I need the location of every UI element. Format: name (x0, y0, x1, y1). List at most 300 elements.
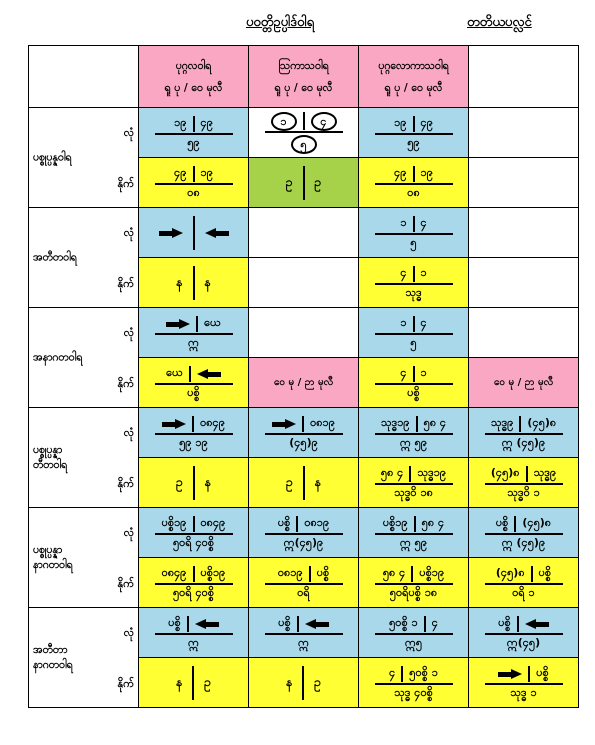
cell-content (139, 115, 248, 151)
lon-label: လုံ (123, 126, 134, 139)
cell-content (359, 165, 468, 201)
split-pair (249, 165, 358, 201)
nok-label: နိုက် (117, 377, 134, 390)
fraction-formula (375, 565, 453, 601)
cell-content (139, 615, 248, 651)
divider-line (196, 316, 198, 332)
fraction-formula (485, 665, 563, 701)
formula-top (498, 665, 548, 683)
lon-label: လုံ (123, 626, 134, 639)
formula-bottom: သုဒ္ဓ ၁ (510, 685, 537, 699)
cell-content (139, 215, 248, 251)
formula-top (278, 515, 329, 533)
fraction-formula (155, 115, 233, 151)
formula-bottom: ဝရိ ၁ (512, 585, 535, 599)
column-header (139, 46, 249, 108)
cell-text: ဝေ မု / ဉာ မုလီ (273, 377, 334, 388)
divider-line (519, 416, 521, 432)
divider-line (413, 216, 415, 232)
fraction-formula (375, 115, 453, 151)
lon-cell (249, 108, 359, 158)
divider-line (528, 666, 530, 682)
formula-top (498, 615, 548, 633)
row-title-line: တီတဝါရ (33, 458, 68, 471)
nok-cell (139, 658, 249, 708)
formula-bottom: ဣ ၅၉ (399, 435, 428, 449)
column-header-line1: ပုဂ္ဂလောကာသဝါရ (378, 59, 449, 72)
fraction-formula (375, 315, 453, 351)
formula-bottom: ဣ(၄၅) (506, 635, 541, 649)
lon-cell (249, 608, 359, 658)
formula-top-left: ၄ (400, 365, 407, 379)
formula-top-right: သုဒ္ဓ၁၉ (417, 465, 447, 479)
divider-line (413, 316, 415, 332)
column-header (469, 46, 579, 108)
cell-text: ဝေ မု / ဉာ မုလီ (493, 377, 554, 388)
divider-line (303, 166, 305, 200)
nok-cell (139, 558, 249, 608)
formula-top-right: ၄၉ (420, 115, 433, 129)
formula-top-right: ၅၈ ၄ (423, 415, 447, 429)
lon-cell (249, 408, 359, 458)
formula-top-left: ဝ၈၁၉ (277, 565, 303, 579)
fraction-bar (265, 131, 343, 133)
formula-top-right: ပစ္စိ (536, 665, 549, 679)
fraction-formula (375, 265, 453, 301)
formula-top (381, 415, 446, 433)
formula-bottom: ဣ(၄၅)၉ (283, 535, 324, 549)
formula-top-left: သုဒ္ဓ၉ (490, 415, 514, 429)
formula-top (400, 365, 426, 383)
divider-line (531, 566, 533, 582)
cell-content (359, 365, 468, 401)
formula-top-right: ဝ၈၄၉ (200, 415, 225, 429)
nok-cell (469, 558, 579, 608)
divider-line (414, 516, 416, 532)
formula-top-left: ယေ (166, 365, 183, 379)
fraction-formula (485, 465, 563, 501)
split-pair (249, 665, 358, 701)
circled-formula (249, 112, 358, 154)
column-header-line1: ပုဂ္ဂလဝါရ (175, 59, 212, 72)
formula-top-right: ၅၀စ္စိ ၁ (409, 665, 438, 679)
formula-top-left: ၄ (389, 665, 396, 679)
row-title-line: အတီတာ (33, 643, 68, 656)
row-label (29, 208, 139, 308)
cell-content (359, 665, 468, 701)
fraction-formula (375, 365, 453, 401)
cell-content (469, 415, 578, 451)
nok-cell (359, 158, 469, 208)
divider-line (193, 116, 195, 132)
lon-label: လုံ (123, 326, 134, 339)
cell-content (469, 375, 578, 390)
nok-cell (139, 258, 249, 308)
cell-content (249, 665, 358, 701)
fraction-formula (375, 465, 453, 501)
cell-content (139, 415, 248, 451)
formula-bottom: သုဒ္ဓ (405, 285, 422, 299)
row-title (33, 643, 73, 673)
formula-top-left: ပစ္စိ (278, 615, 291, 629)
formula-top-left: ၄၉ (394, 165, 407, 179)
row-title-line: နာဂတဝါရ (33, 658, 73, 671)
formula-bottom: ၅၉ (407, 135, 420, 149)
nok-cell (249, 658, 359, 708)
formula-top (174, 165, 213, 183)
row-title-line: ပစ္စုပ္ပန္နဝါရ (33, 151, 72, 163)
cell-content (139, 665, 248, 701)
formula-top-right: ပစ္စိ၁၉ (200, 565, 226, 579)
formula-top-left: ၁ (400, 315, 407, 329)
formula-top (162, 515, 226, 533)
cell-content (139, 265, 248, 301)
arrow-right-icon (498, 669, 522, 679)
formula-top (389, 665, 438, 683)
formula-top-right: ယေ (204, 315, 221, 329)
formula-top (394, 115, 433, 133)
pair-left: ဥ (176, 474, 183, 489)
cell-content (469, 565, 578, 601)
formula-top-left: (၄၅)၈ (495, 565, 525, 579)
pair-left: န (176, 674, 183, 689)
formula-top-left: ၄ (400, 265, 407, 279)
cell-content (359, 465, 468, 501)
formula-top-right: ဝ၈၁၉ (310, 415, 335, 429)
nok-label: နိုက် (117, 277, 134, 290)
fraction-formula (155, 315, 233, 351)
divider-line (409, 466, 411, 482)
formula-top-right: (၄၅)၈ (527, 415, 557, 429)
formula-top (278, 565, 329, 583)
fraction-formula (265, 565, 343, 601)
formula-top (272, 415, 335, 433)
formula-top-left: ၅၀စ္စိ ၁ (389, 615, 418, 629)
formula-top-right: ၁၉ (200, 165, 213, 179)
nok-cell (139, 358, 249, 408)
formula-bottom: ၅၉ (187, 135, 200, 149)
fraction-formula (265, 415, 343, 451)
divider-line (193, 166, 195, 182)
formula-top-right: ၁ (420, 265, 427, 279)
lon-cell (249, 308, 359, 358)
cell-content (249, 515, 358, 551)
divider-line (193, 466, 195, 500)
lon-cell (469, 208, 579, 258)
formula-bottom: ဝရိ (297, 585, 310, 599)
lon-label: လုံ (123, 426, 134, 439)
formula-bottom: ၅၀ရိ ၄၀စ္စိ (172, 585, 215, 599)
lon-cell (249, 508, 359, 558)
fraction-formula (265, 515, 343, 551)
fraction-formula (155, 365, 233, 401)
cell-content (139, 315, 248, 351)
cell-content (469, 515, 578, 551)
formula-top-right: ၁၉ (420, 165, 433, 179)
cell-content (139, 565, 248, 601)
divider-line (526, 466, 528, 482)
cell-content (359, 515, 468, 551)
formula-top-right: ဝ၈၁၉ (304, 515, 330, 529)
lon-label: လုံ (123, 226, 134, 239)
row-title-line: ပစ္စုပ္ပန္နာ (33, 443, 63, 456)
divider-line (302, 416, 304, 432)
formula-top (389, 615, 438, 633)
row-label (29, 308, 139, 408)
formula-top-left: ၁၉ (394, 115, 407, 129)
divider-line (193, 566, 195, 582)
nok-cell (469, 458, 579, 508)
divider-line (192, 416, 194, 432)
cell-content (469, 465, 578, 501)
nok-cell (249, 158, 359, 208)
formula-bottom: ဣ (၄၅)၉ (501, 535, 546, 549)
lon-cell (139, 208, 249, 258)
fraction-formula (155, 165, 233, 201)
formula-bottom: ဣ (၄၅)၉ (501, 435, 546, 449)
formula-top-left: ဝ၈၄၉ (161, 565, 187, 579)
cell-content (359, 115, 468, 151)
formula-top-right: သုဒ္ဓ၉ (533, 465, 557, 479)
lon-cell (359, 508, 469, 558)
nok-label: နိုက် (117, 577, 134, 590)
divider-line (193, 516, 195, 532)
row-title (33, 150, 72, 165)
fraction-formula (375, 665, 453, 701)
divider-line (189, 366, 191, 382)
cell-content (359, 615, 468, 651)
divider-line (517, 616, 519, 632)
nok-label: နိုက် (117, 477, 134, 490)
nok-cell (469, 158, 579, 208)
pair-right: ဥ (314, 174, 322, 189)
formula-top (491, 465, 556, 483)
formula-top-right: (၄၅)၈ (522, 515, 552, 529)
split-pair (139, 665, 248, 701)
arrow-right-icon (166, 319, 190, 329)
formula-top (174, 115, 213, 133)
formula-top (381, 465, 446, 483)
arrow-left-icon (195, 619, 219, 629)
formula-bottom: ပစ္စိ (187, 385, 200, 399)
pair-right: န (204, 474, 211, 489)
nok-cell (249, 258, 359, 308)
formula-top (383, 565, 444, 583)
lon-cell (139, 108, 249, 158)
divider-line (413, 266, 415, 282)
lon-cell (139, 408, 249, 458)
formula-top-left: ပစ္စိ (168, 615, 181, 629)
formula-top (162, 565, 226, 583)
fraction-formula (265, 615, 343, 651)
lon-cell (469, 508, 579, 558)
formula-top-right: ၄ (420, 315, 427, 329)
fraction-formula (485, 615, 563, 651)
formula-bottom: ဣ၅ (404, 635, 422, 649)
formula-top-right: ၄၉ (200, 115, 213, 129)
formula-top-left: ၁၉ (174, 115, 187, 129)
row-label (29, 508, 139, 608)
formula-top-left: ပစ္စိ (495, 515, 509, 529)
cell-content (249, 465, 358, 501)
pair-right: ဥ (204, 674, 211, 689)
divider-line (411, 566, 413, 582)
fraction-formula (155, 565, 233, 601)
formula-top (166, 365, 221, 383)
circled-number: ၁ (271, 112, 297, 131)
cell-content (469, 615, 578, 651)
formula-bottom: ၅၀ရိ ၄၀စ္စိ (172, 535, 215, 549)
formula-top-left: (၄၅)၈ (490, 465, 520, 479)
divider-line (413, 116, 415, 132)
formula-top-left: ၅၈ ၄ (380, 465, 404, 479)
formula-top (383, 515, 444, 533)
formula-top-left: ပစ္စိ (498, 615, 511, 629)
divider-line (424, 616, 426, 632)
pair-left: ဥ (285, 174, 293, 189)
formula-bottom: ဣ (188, 335, 199, 349)
nok-label: နိုက် (117, 177, 134, 190)
arrow-right-icon (159, 228, 183, 238)
formula-top-right: ပစ္စိ (538, 565, 552, 579)
formula-bottom: ပစ္စိ (407, 385, 420, 399)
formula-top (168, 615, 218, 633)
formula-top-left: သုဒ္ဓ၁၉ (380, 415, 410, 429)
page-title: ပဝတ္တိဥပ္ပါဒ်ဝါရ (246, 15, 315, 30)
pair-right: ဥ (314, 674, 321, 689)
divider-line (193, 266, 195, 300)
formula-bottom: သုဒ္ဓ၀ိ ၁ (507, 485, 540, 499)
formula-bottom: ဣ ၅၉ (399, 535, 428, 549)
cell-content (249, 415, 358, 451)
nok-cell (249, 558, 359, 608)
nok-cell (469, 258, 579, 308)
lon-cell (469, 308, 579, 358)
fraction-formula (375, 415, 453, 451)
cell-content (139, 515, 248, 551)
formula-top (400, 315, 426, 333)
cell-content (249, 565, 358, 601)
pair-left: န (176, 274, 183, 289)
divider-line (413, 166, 415, 182)
row-title-line: နာဂတဝါရ (33, 558, 73, 571)
divider-line (514, 516, 516, 532)
formula-bottom: ၅၀ရိပစ္စိ ၁၈ (389, 585, 438, 599)
lon-cell (359, 108, 469, 158)
arrow-left-icon (205, 228, 229, 238)
nok-cell (469, 358, 579, 408)
formula-top-right: ၄ (431, 615, 438, 629)
arrow-right-icon (272, 419, 296, 429)
fraction-formula (155, 615, 233, 651)
fraction-formula (375, 165, 453, 201)
lon-cell (139, 608, 249, 658)
nok-cell (359, 258, 469, 308)
divider-line (309, 566, 311, 582)
pair-left: န (286, 674, 293, 689)
arrow-left-icon (525, 619, 549, 629)
lon-cell (469, 108, 579, 158)
formula-top-left: ပစ္စိ (277, 515, 291, 529)
cell-content (359, 265, 468, 301)
formula-top (278, 615, 328, 633)
pattana-table (28, 45, 579, 708)
lon-cell (469, 608, 579, 658)
pair-right: န (204, 274, 211, 289)
split-pair (249, 465, 358, 501)
formula-top (496, 565, 551, 583)
lon-label: လုံ (123, 526, 134, 539)
formula-top-right: ဝ၈၄၉ (200, 515, 226, 529)
row-title-line: အနာဂတဝါရ (33, 351, 83, 363)
column-header (249, 46, 359, 108)
fraction-formula (485, 565, 563, 601)
formula-top-right: ပစ္စိ (316, 565, 330, 579)
formula-top-left: ၁ (400, 215, 407, 229)
cell-content (359, 215, 468, 251)
split-pair (139, 265, 248, 301)
pair-right: န (314, 474, 321, 489)
nok-cell (469, 658, 579, 708)
formula-top (400, 215, 426, 233)
arrow-left-icon (197, 369, 221, 379)
corner-cell (29, 46, 139, 108)
row-title (33, 250, 77, 265)
row-title (33, 350, 82, 365)
lon-cell (359, 208, 469, 258)
divider-line (303, 112, 305, 130)
formula-top-left: ပစ္စိ၁၉ (161, 515, 187, 529)
row-label (29, 608, 139, 708)
formula-top (166, 315, 221, 333)
lon-cell (469, 408, 579, 458)
cell-content (359, 315, 468, 351)
nok-cell (139, 458, 249, 508)
cell-content (139, 165, 248, 201)
divider-line (302, 666, 304, 700)
nok-cell (359, 358, 469, 408)
formula-top (491, 415, 556, 433)
divider-line (413, 366, 415, 382)
divider-line (416, 416, 418, 432)
formula-bottom: ဝ၈ (407, 185, 420, 199)
arrow-pair (139, 215, 248, 251)
formula-top-right: ၄ (420, 215, 427, 229)
nok-cell (249, 458, 359, 508)
row-title (33, 543, 73, 573)
lon-cell (139, 308, 249, 358)
fraction-formula (375, 515, 453, 551)
split-pair (139, 465, 248, 501)
cell-content (139, 465, 248, 501)
fraction-formula (375, 615, 453, 651)
column-header (359, 46, 469, 108)
column-header-line1: သြကာသဝါရ (278, 59, 329, 72)
formula-top-right: ပစ္စိ၁၉ (419, 565, 445, 579)
arrow-left-icon (305, 619, 329, 629)
formula-top-left: ၄၉ (174, 165, 187, 179)
formula-top (394, 165, 433, 183)
fraction-formula (155, 415, 233, 451)
row-title-line: အတီတဝါရ (33, 251, 77, 263)
nok-label: နိုက် (117, 677, 134, 690)
cell-content (469, 665, 578, 701)
divider-line (296, 516, 298, 532)
column-header-line2: ရူ ပု / ဝေ မုလီ (164, 81, 223, 94)
cell-content (249, 165, 358, 201)
column-header-line2: ရူ ပု / ဝေ မုလီ (384, 81, 443, 94)
formula-top (400, 265, 426, 283)
